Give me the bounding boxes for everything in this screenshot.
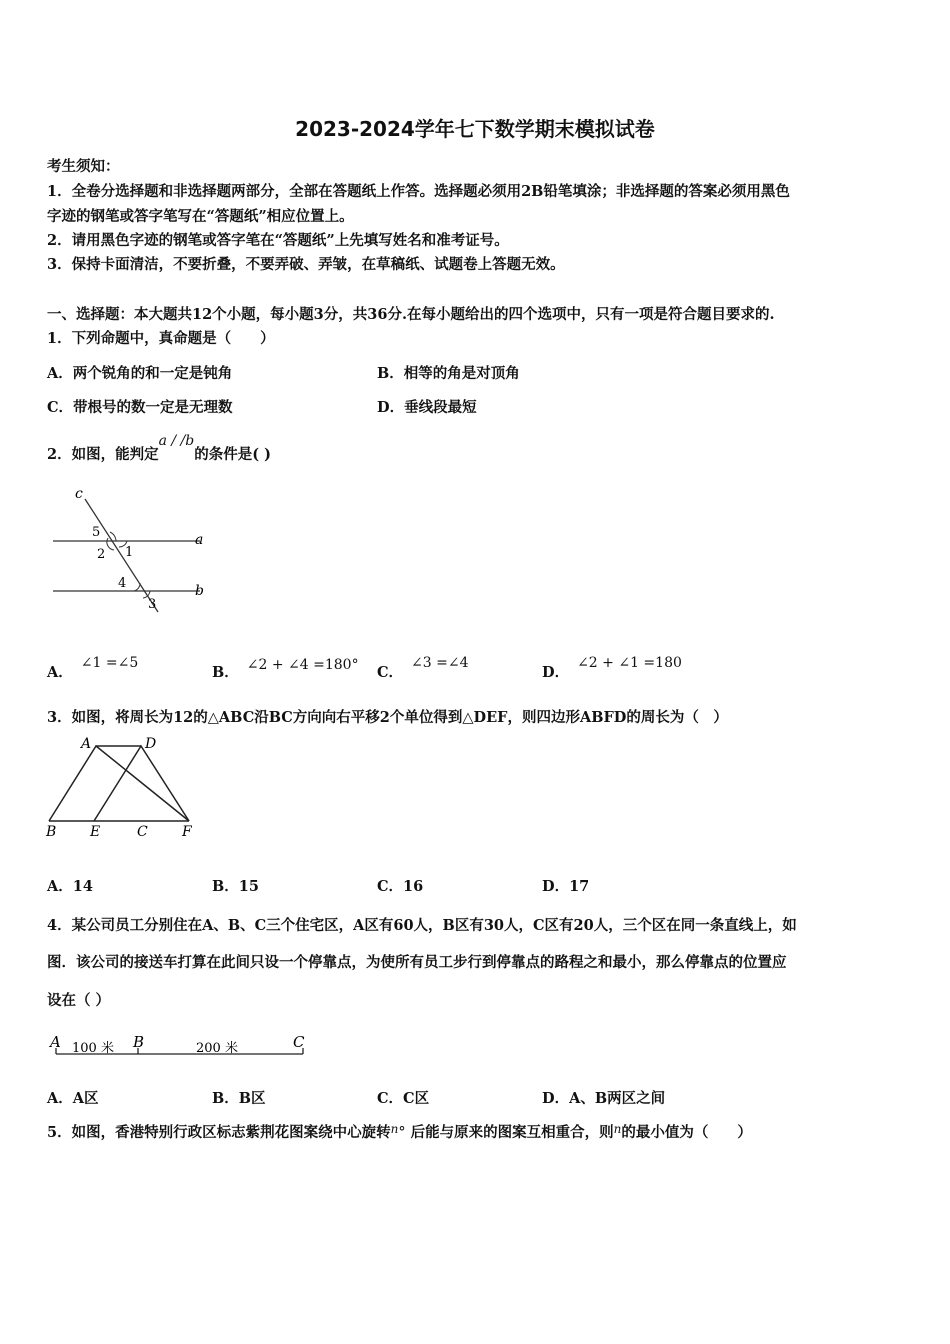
- q2-option-a-label: A．: [47, 664, 73, 681]
- q5-stem: [47, 1121, 752, 1142]
- q3-label-d: D: [145, 736, 157, 752]
- q2-stem-pre: 2．如图，能判定: [47, 446, 159, 463]
- q4-line-3: 设在（ ）: [47, 992, 111, 1009]
- q4-option-c: C．C区: [377, 1090, 430, 1107]
- q5-stem-post: 的最小值为（ ）: [621, 1124, 752, 1141]
- q3-label-b: B: [46, 824, 57, 840]
- q4-option-b: B．B区: [212, 1090, 266, 1107]
- q4-line-1: 4．某公司员工分别住在A、B、C三个住宅区，A区有60人，B区有30人，C区有20人，三个区在同一条直线上，如: [47, 917, 797, 934]
- q2-option-a: [47, 655, 139, 682]
- q3-label-e: E: [90, 824, 101, 840]
- q1-stem: 1．下列命题中，真命题是（ ）: [47, 330, 275, 347]
- q1-option-b: B．相等的角是对顶角: [377, 365, 520, 382]
- q2-option-b: [212, 657, 359, 682]
- q2-label-b: b: [195, 583, 204, 599]
- q5-degree: °: [398, 1125, 406, 1141]
- q2-option-a-math: ∠1 =∠5: [80, 655, 139, 671]
- q2-label-3: 3: [148, 597, 157, 612]
- q4-label-b: B: [133, 1033, 145, 1051]
- q1-option-d: D．垂线段最短: [377, 399, 477, 416]
- q2-label-2: 2: [97, 547, 106, 562]
- notice-item-2: 2．请用黑色字迹的钢笔或答字笔在“答题纸”上先填写姓名和准考证号。: [47, 232, 509, 249]
- q2-stem-math: a / /b: [158, 433, 195, 449]
- q2-arc-2: [107, 538, 114, 550]
- q4-option-a: A．A区: [47, 1090, 99, 1107]
- q2-option-d-math: ∠2 + ∠1 =180: [577, 655, 682, 671]
- q2-option-b-math: ∠2 + ∠4 =180°: [246, 657, 359, 673]
- q4-figure: [48, 1030, 318, 1062]
- q4-line-2: 图．该公司的接送车打算在此间只设一个停靠点，为使所有员工步行到停靠点的路程之和最小，那么停靠点的位置应: [47, 954, 787, 971]
- q3-option-a: A．14: [47, 878, 93, 895]
- q4-option-d: D．A、B两区之间: [542, 1090, 666, 1107]
- q1-option-c: C．带根号的数一定是无理数: [47, 399, 233, 416]
- q5-stem-pre: 5．如图，香港特别行政区标志紫荆花图案绕中心旋转: [47, 1124, 391, 1141]
- q2-stem: [47, 433, 272, 464]
- q2-label-1: 1: [125, 545, 134, 560]
- q4-distance-ab: 100 米: [72, 1041, 114, 1056]
- q2-option-d-label: D．: [542, 664, 570, 681]
- q2-option-b-label: B．: [212, 664, 239, 681]
- q5-var-n-2: n: [613, 1122, 622, 1136]
- q2-arc-4: [134, 583, 140, 591]
- q4-distance-bc: 200 米: [196, 1041, 238, 1056]
- q3-label-f: F: [182, 824, 192, 840]
- q2-option-c-label: C．: [377, 664, 404, 681]
- page-title: 2023-2024学年七下数学期末模拟试卷: [295, 117, 655, 141]
- q2-label-c: c: [75, 486, 83, 502]
- q3-label-c: C: [137, 824, 148, 840]
- q2-option-c: [377, 655, 469, 682]
- notice-item-1a: 1．全卷分选择题和非选择题两部分，全部在答题纸上作答。选择题必须用2B铅笔填涂；非选择题的答案必须用黑色: [47, 183, 790, 200]
- q5-var-n-1: n: [390, 1122, 399, 1136]
- q3-label-a: A: [81, 736, 92, 752]
- q5-stem-mid: 后能与原来的图案互相重合，则: [410, 1124, 614, 1141]
- q4-label-c: C: [293, 1033, 305, 1051]
- notice-heading: 考生须知：: [47, 158, 120, 175]
- q3-triangle-abc: [49, 746, 189, 821]
- notice-item-1b: 字迹的钢笔或答字笔写在“答题纸”相应位置上。: [47, 208, 354, 225]
- q1-option-a: A．两个锐角的和一定是钝角: [47, 365, 233, 382]
- q2-label-4: 4: [118, 576, 127, 591]
- q2-stem-post: 的条件是( ): [194, 446, 272, 463]
- q3-figure: [44, 733, 204, 843]
- q4-label-a: A: [50, 1033, 61, 1051]
- q2-label-5: 5: [92, 525, 101, 540]
- q2-label-a: a: [195, 532, 204, 548]
- q3-option-d: D．17: [542, 878, 590, 895]
- q2-line-c: [85, 499, 158, 612]
- section-heading: 一、选择题：本大题共12个小题，每小题3分，共36分.在每小题给出的四个选项中，只有一项是符合题目要求的.: [47, 306, 775, 323]
- q2-figure: [50, 484, 215, 614]
- q2-option-c-math: ∠3 =∠4: [411, 655, 469, 671]
- q3-option-b: B．15: [212, 878, 259, 895]
- q3-stem: 3．如图，将周长为12的△ABC沿BC方向向右平移2个单位得到△DEF，则四边形ABFD的周长为（ ）: [47, 709, 728, 726]
- notice-item-3: 3．保持卡面清洁，不要折叠，不要弄破、弄皱，在草稿纸、试题卷上答题无效。: [47, 256, 565, 273]
- q2-option-d: [542, 655, 682, 682]
- q3-option-c: C．16: [377, 878, 424, 895]
